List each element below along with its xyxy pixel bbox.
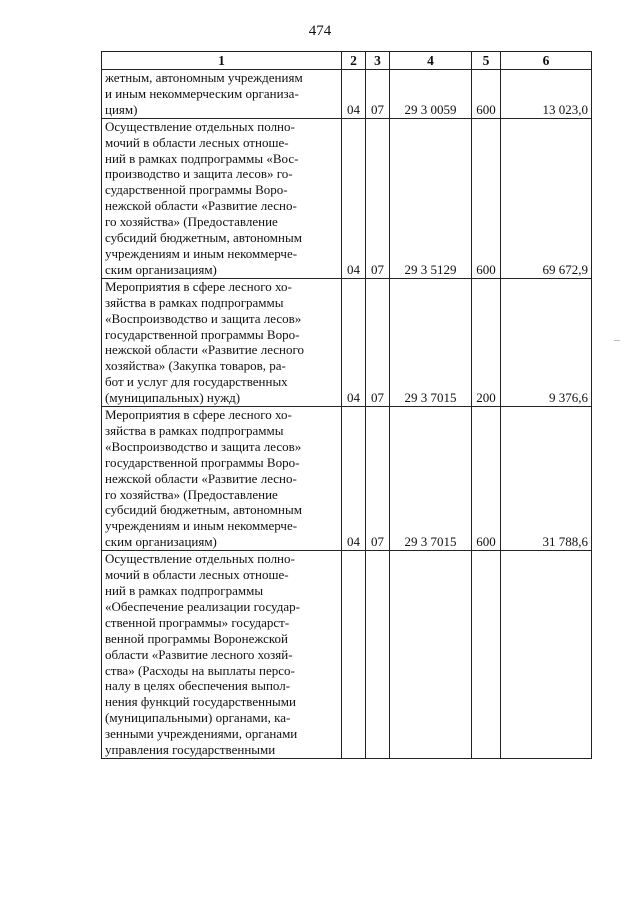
row-section: 04 — [342, 70, 366, 119]
row-expense-type — [472, 551, 501, 759]
header-col-2: 2 — [342, 52, 366, 70]
table-row — [102, 278, 592, 406]
row-subsection: 07 — [366, 278, 390, 406]
table-row — [102, 407, 592, 551]
page-number: 474 — [308, 23, 332, 39]
row-subsection: 07 — [366, 118, 390, 278]
row-amount: 69 672,9 — [501, 118, 592, 278]
row-section: 04 — [342, 407, 366, 551]
row-description: Мероприятия в сфере лесного хо- зяйства в рамках подпрограммы «Воспроизводство и защита лесов» государственной программы Воро- нежской области «Развитие лесного хозяйства» (Закупка товаров, ра- бот и услуг для государственных (муниципальных) нужд) — [102, 278, 342, 406]
header-row — [102, 52, 592, 70]
row-expense-type: 600 — [472, 407, 501, 551]
row-subsection — [366, 551, 390, 759]
row-expense-type: 200 — [472, 278, 501, 406]
header-col-3: 3 — [366, 52, 390, 70]
table-row — [102, 118, 592, 278]
row-expense-type: 600 — [472, 70, 501, 119]
header-col-4: 4 — [390, 52, 472, 70]
row-amount: 9 376,6 — [501, 278, 592, 406]
row-section: 04 — [342, 278, 366, 406]
row-description: жетным, автономным учреждениям и иным некоммерческим организа- циям) — [102, 70, 342, 119]
row-amount — [501, 551, 592, 759]
row-target-code: 29 3 7015 — [390, 407, 472, 551]
row-amount: 13 023,0 — [501, 70, 592, 119]
budget-table — [101, 51, 592, 759]
row-description: Мероприятия в сфере лесного хо- зяйства в рамках подпрограммы «Воспроизводство и защита лесов» государственной программы Воро- нежской области «Развитие лесно- го хозяйства» (Предоставление субсидий бюджетным, автономным учреждениям и иным некоммерче- ским организациям) — [102, 407, 342, 551]
table-row — [102, 70, 592, 119]
header-col-5: 5 — [472, 52, 501, 70]
row-expense-type: 600 — [472, 118, 501, 278]
table-row — [102, 551, 592, 759]
row-target-code: 29 3 7015 — [390, 278, 472, 406]
row-target-code — [390, 551, 472, 759]
header-col-1: 1 — [102, 52, 342, 70]
scan-mark — [614, 340, 620, 341]
row-subsection: 07 — [366, 70, 390, 119]
row-section — [342, 551, 366, 759]
row-target-code: 29 3 0059 — [390, 70, 472, 119]
header-col-6: 6 — [501, 52, 592, 70]
row-description: Осуществление отдельных полно- мочий в области лесных отноше- ний в рамках подпрограммы «Обеспечение реализации государ- ственной программы» государст- венной программы Воронежской области «Развитие лесного хозяй- ства» (Расходы на выплаты персо- налу в целях обеспечения выпол- нения функций государственными (муниципальными) органами, ка- зенными учреждениями, органами управления государственными — [102, 551, 342, 759]
row-amount: 31 788,6 — [501, 407, 592, 551]
row-subsection: 07 — [366, 407, 390, 551]
row-section: 04 — [342, 118, 366, 278]
row-description: Осуществление отдельных полно- мочий в области лесных отноше- ний в рамках подпрограммы «Вос- производство и защита лесов» го- сударственной программы Воро- нежской области «Развитие лесно- го хозяйства» (Предоставление субсидий бюджетным, автономным учреждениям и иным некоммерче- ским организациям) — [102, 118, 342, 278]
row-target-code: 29 3 5129 — [390, 118, 472, 278]
